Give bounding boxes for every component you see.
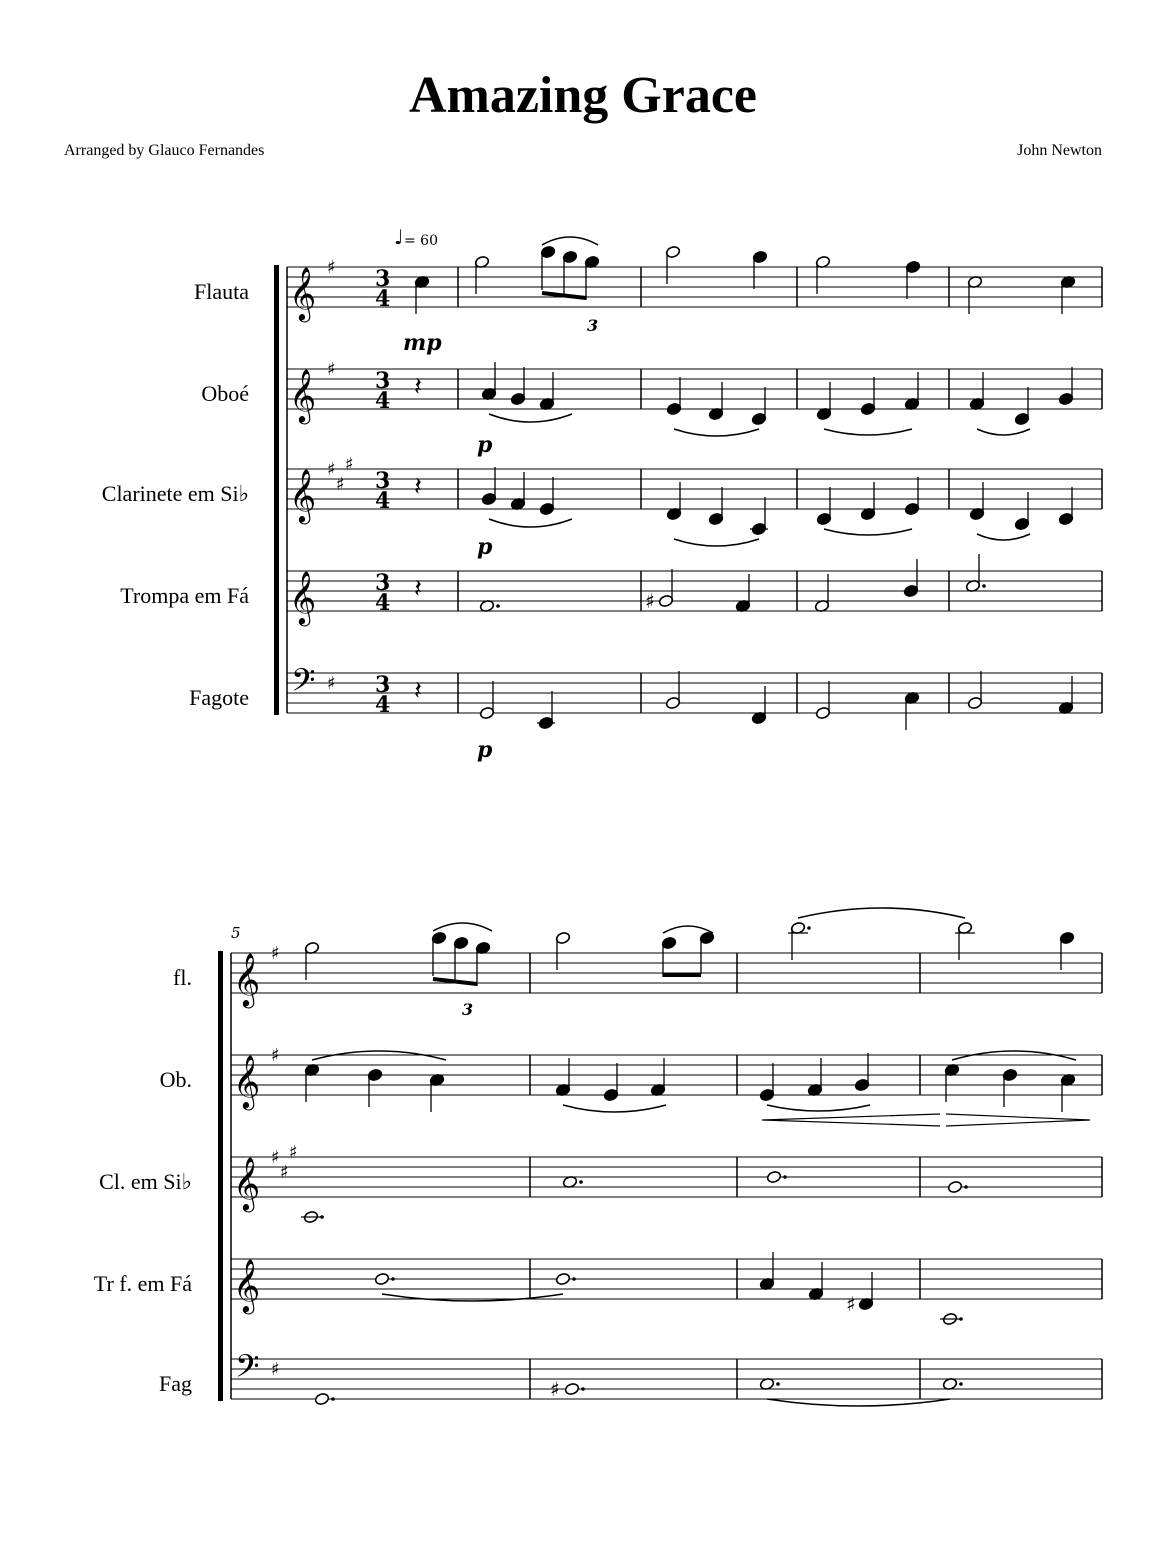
slur [824, 529, 912, 535]
slur [663, 926, 713, 933]
dynamic-marking: p [477, 534, 493, 560]
time-signature-denominator: 4 [375, 590, 391, 616]
note [564, 1382, 579, 1395]
tuplet-label: 3 [587, 316, 599, 335]
key-sharp-icon: ♯ [271, 943, 280, 964]
treble-clef-icon: 𝄞 [289, 468, 317, 522]
time-signature-denominator: 4 [375, 286, 391, 312]
decrescendo-hairpin [946, 1114, 1090, 1126]
time-signature-numerator: 3 [375, 368, 391, 394]
time-signature-denominator: 4 [375, 488, 391, 514]
quarter-rest-icon: 𝄽 [414, 676, 422, 706]
instrument-name: Flauta [194, 279, 249, 304]
instrument-name: Fagote [189, 685, 249, 710]
note [374, 1272, 389, 1285]
bass-clef-icon: 𝄢 [235, 1348, 260, 1392]
slur [977, 534, 1030, 540]
score-title: Amazing Grace [408, 67, 757, 124]
key-sharp-icon: ♯ [271, 1045, 280, 1066]
instrument-name: Clarinete em Si♭ [101, 481, 249, 506]
treble-clef-icon: 𝄞 [233, 952, 261, 1006]
time-signature-denominator: 4 [375, 388, 391, 414]
sharp-accidental-icon: ♯ [846, 1292, 856, 1316]
instrument-name: Ob. [159, 1067, 192, 1092]
instrument-name: Fag [159, 1371, 192, 1396]
slur [824, 429, 912, 435]
bass-clef-icon: 𝄢 [291, 662, 316, 706]
tuplet-label: 3 [462, 1000, 474, 1019]
instrument-name: Trompa em Fá [120, 583, 249, 608]
instrument-name: Tr f. em Fá [93, 1271, 192, 1296]
augmentation-dot [581, 1387, 585, 1391]
system-bracket [274, 265, 279, 715]
augmentation-dot [496, 604, 500, 608]
slur [977, 429, 1030, 435]
quarter-rest-icon: 𝄽 [414, 372, 422, 402]
augmentation-dot [982, 584, 986, 588]
key-sharp-icon: ♯ [280, 1162, 289, 1183]
key-sharp-icon: ♯ [289, 1142, 298, 1163]
tempo-marking: = 60 [404, 233, 438, 249]
key-sharp-icon: ♯ [327, 459, 336, 480]
crescendo-hairpin [762, 1114, 940, 1126]
key-sharp-icon: ♯ [336, 474, 345, 495]
note [766, 1170, 781, 1183]
quarter-rest-icon: 𝄽 [414, 472, 422, 502]
augmentation-dot [331, 1397, 335, 1401]
dynamic-marking: p [477, 432, 493, 458]
note [555, 1272, 570, 1285]
key-sharp-icon: ♯ [345, 454, 354, 475]
sharp-accidental-icon: ♯ [550, 1377, 560, 1401]
dynamic-marking: mp [403, 330, 442, 356]
augmentation-dot [572, 1277, 576, 1281]
tie [767, 1399, 950, 1406]
slur [489, 414, 572, 422]
key-sharp-icon: ♯ [271, 1359, 280, 1380]
tempo-note-icon: ♩ [394, 225, 404, 249]
note [947, 1180, 962, 1193]
slur [674, 539, 759, 546]
treble-clef-icon: 𝄞 [233, 1054, 261, 1108]
note [314, 1392, 329, 1405]
tie [798, 908, 965, 918]
key-sharp-icon: ♯ [271, 1147, 280, 1168]
treble-clef-icon: 𝄞 [233, 1258, 261, 1312]
slur [433, 923, 492, 931]
slur [767, 1105, 870, 1111]
augmentation-dot [783, 1175, 787, 1179]
augmentation-dot [776, 1382, 780, 1386]
time-signature-numerator: 3 [375, 570, 391, 596]
treble-clef-icon: 𝄞 [289, 368, 317, 422]
measure-number: 5 [231, 924, 241, 942]
time-signature-numerator: 3 [375, 672, 391, 698]
tie [382, 1294, 563, 1301]
augmentation-dot [807, 926, 811, 930]
slur [674, 429, 759, 436]
augmentation-dot [964, 1185, 968, 1189]
slur [563, 1105, 666, 1112]
slur [542, 237, 598, 245]
time-signature-numerator: 3 [375, 468, 391, 494]
instrument-name: Cl. em Si♭ [99, 1169, 192, 1194]
dynamic-marking: p [477, 737, 493, 763]
slur [489, 519, 572, 527]
instrument-name: fl. [173, 965, 192, 990]
system-bracket [218, 951, 223, 1401]
treble-clef-icon: 𝄞 [289, 266, 317, 320]
arranger-credit: Arranged by Glauco Fernandes [64, 142, 265, 159]
sharp-accidental-icon: ♯ [645, 589, 655, 613]
augmentation-dot [959, 1382, 963, 1386]
key-sharp-icon: ♯ [327, 257, 336, 278]
time-signature-denominator: 4 [375, 692, 391, 718]
key-sharp-icon: ♯ [327, 673, 336, 694]
composer-credit: John Newton [1017, 142, 1102, 159]
treble-clef-icon: 𝄞 [289, 570, 317, 624]
time-signature-numerator: 3 [375, 266, 391, 292]
treble-clef-icon: 𝄞 [233, 1156, 261, 1210]
key-sharp-icon: ♯ [327, 359, 336, 380]
instrument-name: Oboé [201, 381, 249, 406]
augmentation-dot [391, 1277, 395, 1281]
quarter-rest-icon: 𝄽 [414, 574, 422, 604]
augmentation-dot [579, 1180, 583, 1184]
